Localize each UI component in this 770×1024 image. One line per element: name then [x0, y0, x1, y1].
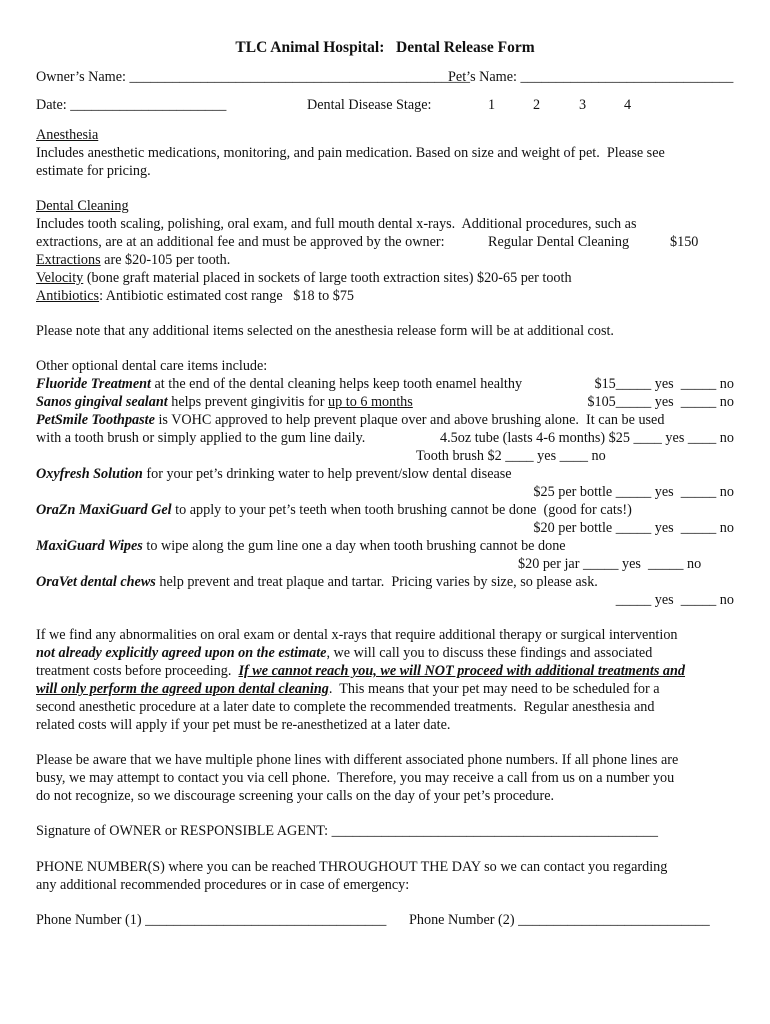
stage-option-1[interactable]: 1 [488, 97, 496, 113]
abnormal-text: related costs will apply if your pet must be re-anesthetized at a later date. [36, 717, 451, 733]
sanos-name: Sanos gingival sealant [36, 394, 168, 410]
wipes-item [36, 537, 566, 555]
antibiotics-label: Antibiotics [36, 288, 100, 304]
contact-instructions: any additional recommended procedures or in case of emergency: [36, 877, 410, 893]
regular-cleaning-label: Regular Dental Cleaning [488, 234, 630, 250]
oravet-yes-no[interactable]: _____ yes _____ no [615, 592, 734, 608]
petsmile-tube-yes-no[interactable]: 4.5oz tube (lasts 4-6 months) $25 ____ yes ____ no [440, 430, 734, 446]
abnormal-text: . This means that your pet may need to be scheduled for a [328, 681, 660, 697]
additional-cost-note: Please note that any additional items selected on the anesthesia release form will be at additional cost. [36, 323, 614, 339]
phone-number-1-field[interactable]: Phone Number (1) __________________________________ [36, 912, 387, 928]
anesthesia-text: estimate for pricing. [36, 163, 151, 179]
signature-field[interactable]: Signature of OWNER or RESPONSIBLE AGENT: ______________________________________________ [36, 823, 658, 839]
fluoride-desc: at the end of the dental cleaning helps keep tooth enamel healthy [150, 376, 523, 392]
petsmile-text: with a tooth brush or simply applied to the gum line daily. [36, 430, 366, 446]
stage-option-2[interactable]: 2 [533, 97, 541, 113]
regular-cleaning-price: $150 [670, 234, 699, 250]
oravet-desc: help prevent and treat plaque and tartar. Pricing varies by size, so please ask. [155, 574, 598, 590]
abnormal-text: second anesthetic procedure at a later date to complete the recommended treatments. Regular anesthesia and [36, 699, 655, 715]
oravet-item [36, 573, 598, 591]
wipes-yes-no[interactable]: $20 per jar _____ yes _____ no [518, 556, 702, 572]
page-title: TLC Animal Hospital: Dental Release Form [235, 39, 535, 56]
date-field[interactable]: Date: ______________________ [36, 97, 227, 113]
petsmile-desc: is VOHC approved to help prevent plaque over and above brushing alone. It can be used [154, 412, 665, 428]
oxyfresh-name: Oxyfresh Solution [36, 466, 143, 482]
oxyfresh-desc: for your pet’s drinking water to help prevent/slow dental disease [142, 466, 512, 482]
abnormal-emphasis: not already explicitly agreed upon on the estimate [36, 645, 327, 661]
wipes-desc: to wipe along the gum line one a day when tooth brushing cannot be done [142, 538, 566, 554]
oxyfresh-yes-no[interactable]: $25 per bottle _____ yes _____ no [533, 484, 734, 500]
phone-lines-notice: busy, we may attempt to contact you via cell phone. Therefore, you may receive a call from us on a number you [36, 770, 675, 786]
anesthesia-heading: Anesthesia [36, 127, 99, 143]
wipes-name: MaxiGuard Wipes [36, 538, 143, 554]
stage-option-4[interactable]: 4 [624, 97, 632, 113]
velocity-text: (bone graft material placed in sockets of large tooth extraction sites) $20-65 per tooth [83, 270, 572, 286]
cleaning-text: Includes tooth scaling, polishing, oral exam, and full mouth dental x-rays. Additional procedures, such as [36, 216, 637, 232]
orazn-name: OraZn MaxiGuard Gel [36, 502, 172, 518]
abnormal-text: , we will call you to discuss these findings and associated [326, 645, 653, 661]
petsmile-item [36, 411, 664, 429]
toothbrush-yes-no[interactable]: Tooth brush $2 ____ yes ____ no [416, 448, 606, 464]
orazn-yes-no[interactable]: $20 per bottle _____ yes _____ no [533, 520, 734, 536]
orazn-item [36, 501, 632, 519]
abnormal-text: treatment costs before proceeding. [36, 663, 239, 679]
extractions-line [36, 251, 230, 269]
phone-lines-notice: do not recognize, so we discourage screening your calls on the day of your pet’s procedure. [36, 788, 555, 804]
oravet-name: OraVet dental chews [36, 574, 156, 590]
fluoride-yes-no[interactable]: $15_____ yes _____ no [594, 376, 734, 392]
no-proceed-warning: will only perform the agreed upon dental cleaning [36, 681, 329, 697]
owner-name-field[interactable]: Owner’s Name: ________________________________________________ [36, 69, 471, 85]
extractions-label: Extractions [36, 252, 101, 268]
velocity-line [36, 269, 572, 287]
anesthesia-text: Includes anesthetic medications, monitoring, and pain medication. Based on size and weight of pet. Please see [36, 145, 665, 161]
velocity-label: Velocity [36, 270, 84, 286]
abnormal-line [36, 662, 685, 680]
dental-stage-label: Dental Disease Stage: [307, 97, 432, 113]
petsmile-name: PetSmile Toothpaste [36, 412, 155, 428]
extractions-text: are $20-105 per tooth. [100, 252, 231, 268]
phone-number-2-field[interactable]: Phone Number (2) ___________________________ [409, 912, 710, 928]
dental-cleaning-heading: Dental Cleaning [36, 198, 129, 214]
antibiotics-line [36, 287, 354, 305]
sanos-item [36, 393, 413, 411]
oxyfresh-item [36, 465, 512, 483]
cleaning-text: extractions, are at an additional fee and must be approved by the owner: [36, 234, 445, 250]
no-proceed-warning: If we cannot reach you, we will NOT proceed with additional treatments and [238, 663, 686, 679]
fluoride-name: Fluoride Treatment [36, 376, 151, 392]
antibiotics-text: : Antibiotic estimated cost range $18 to $75 [99, 288, 355, 304]
sanos-yes-no[interactable]: $105_____ yes _____ no [587, 394, 734, 410]
optional-items-intro: Other optional dental care items include: [36, 358, 268, 374]
abnormal-text: If we find any abnormalities on oral exam or dental x-rays that require additional therapy or surgical intervention [36, 627, 678, 643]
stage-option-3[interactable]: 3 [579, 97, 587, 113]
pet-name-field[interactable]: Pet’s Name: ______________________________ [448, 69, 734, 85]
contact-instructions: PHONE NUMBER(S) where you can be reached THROUGHOUT THE DAY so we can contact you regarding [36, 859, 668, 875]
sanos-desc: helps prevent gingivitis for [167, 394, 329, 410]
abnormal-line [36, 644, 652, 662]
fluoride-item [36, 375, 522, 393]
orazn-desc: to apply to your pet’s teeth when tooth brushing cannot be done (good for cats!) [171, 502, 632, 518]
sanos-duration: up to 6 months [328, 394, 413, 410]
phone-lines-notice: Please be aware that we have multiple phone lines with different associated phone numbers. If all phone lines are [36, 752, 679, 768]
abnormal-line [36, 680, 660, 698]
